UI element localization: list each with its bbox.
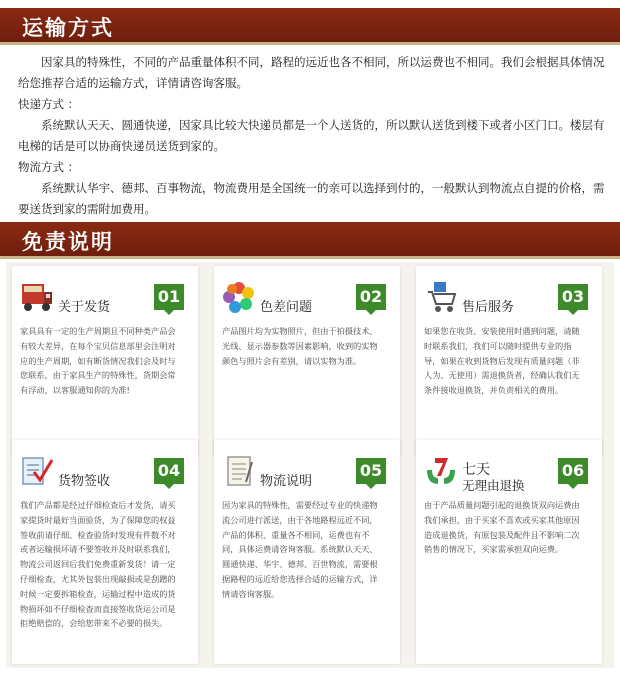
card-receipt (12, 440, 198, 664)
card-body: 因为家具的特殊性，需要经过专业的快递物流公司进行派送，由于各地路程远近不同，产品的体积、重量各不相同，运费也有不同，具体运费请咨询客服。系统默认天天、圆通快递、华宇、德邦、百世物流，需要根据路程的远近给您选择合适的运输方式，详情请咨询客服。 (222, 500, 378, 599)
logistics-text: 系统默认华宇、德邦、百事物流，物流费用是全国统一的亲可以选择到付的，一般默认到物流点自提的价格，需要送货到家的需附加费用。 (18, 181, 605, 216)
disclaimer-header-banner (0, 222, 620, 259)
card-number-badge: 02 (356, 284, 386, 310)
shipping-header-banner (0, 8, 620, 45)
card-title: 色差问题 (260, 300, 313, 315)
card-title: 物流说明 (260, 474, 313, 489)
card-number-badge: 05 (356, 458, 386, 484)
color-wheel-icon (222, 280, 256, 314)
express-label: 快递方式 ： (18, 97, 80, 111)
card-title-line2: 无理由退换 (462, 478, 525, 493)
card-shipping (12, 266, 198, 456)
card-title-line1: 七天 (462, 462, 490, 478)
card-title (462, 462, 525, 494)
disclaimer-panel (6, 262, 614, 668)
card-body: 产品图片均为实物照片，但由于拍摄技术、光线、显示器参数等因素影响，收到的实物颜色与照片会有差别，请以实物为准。 (222, 326, 378, 366)
card-number-badge: 01 (154, 284, 184, 310)
card-title: 售后服务 (462, 300, 515, 315)
card-seven-day-return (416, 440, 602, 664)
shipping-section (18, 52, 610, 220)
shipping-header-title: 运输方式 (22, 16, 114, 40)
checklist-icon (20, 454, 54, 488)
seven-days-return-icon (424, 454, 458, 488)
card-title: 关于发货 (58, 300, 111, 315)
logistics-label: 物流方式 ： (18, 160, 80, 174)
service-cart-icon (424, 280, 458, 314)
document-icon (222, 454, 256, 488)
card-number-badge: 03 (558, 284, 588, 310)
card-body: 如果您在收货、安装使用时遇到问题，请随时联系我们，我们可以随时提供专业的指导，如果在收到货物后发现有质量问题（非人为、无使用）需退换货者，经确认我们无条件接收退换货，并负责相关的费用。 (424, 326, 580, 396)
card-number-badge: 04 (154, 458, 184, 484)
disclaimer-header-title: 免责说明 (22, 230, 114, 254)
card-body: 家具具有一定的生产周期且不同种类产品会有较大差异，在每个宝贝信息部里会注明对应的生产周期，如有断货情况我们会及时与您联系，由于家具生产的特殊性，货期会常有浮动，以客服通知你的为准! (20, 326, 176, 396)
truck-icon (20, 280, 54, 314)
card-number-badge: 06 (558, 458, 588, 484)
card-logistics (214, 440, 400, 664)
express-text: 系统默认天天、圆通快递，因家具比较大快递员都是一个人送货的，所以默认送货到楼下或者小区门口。楼层有电梯的话是可以协商快递员送货到家的。 (18, 118, 605, 153)
card-body: 我们产品都是经过仔细检查后才发货，请买家提货时最好当面验货，为了保障您的权益签收前请仔细、检查验货时发现有件数不对或者运输损坏请不要签收并及时联系我们，物流公司返回后我们免费重新发货！请一定仔细检查，尤其外包装出现敲损或是刮蹭的时候一定要拆箱检查，运输过程中造成的货物损坏如不仔细检查而直接签收货运公司是拒绝赔偿的，会给您带来不必要的损失。 (20, 500, 176, 629)
card-body: 由于产品质量问题引起的退换货双向运费由我们承担，由于买家不喜欢或买家其他原因造成退换货，有原包装及配件且不影响二次销售的情况下，买家需承担双向运费。 (424, 500, 580, 555)
shipping-intro: 因家具的特殊性，不同的产品重量体积不同，路程的远近也各不相同，所以运费也不相同。我们会根据具体情况给您推荐合适的运输方式，详情请咨询客服。 (18, 55, 605, 90)
card-color-difference (214, 266, 400, 456)
card-after-sales (416, 266, 602, 456)
card-title: 货物签收 (58, 474, 111, 489)
